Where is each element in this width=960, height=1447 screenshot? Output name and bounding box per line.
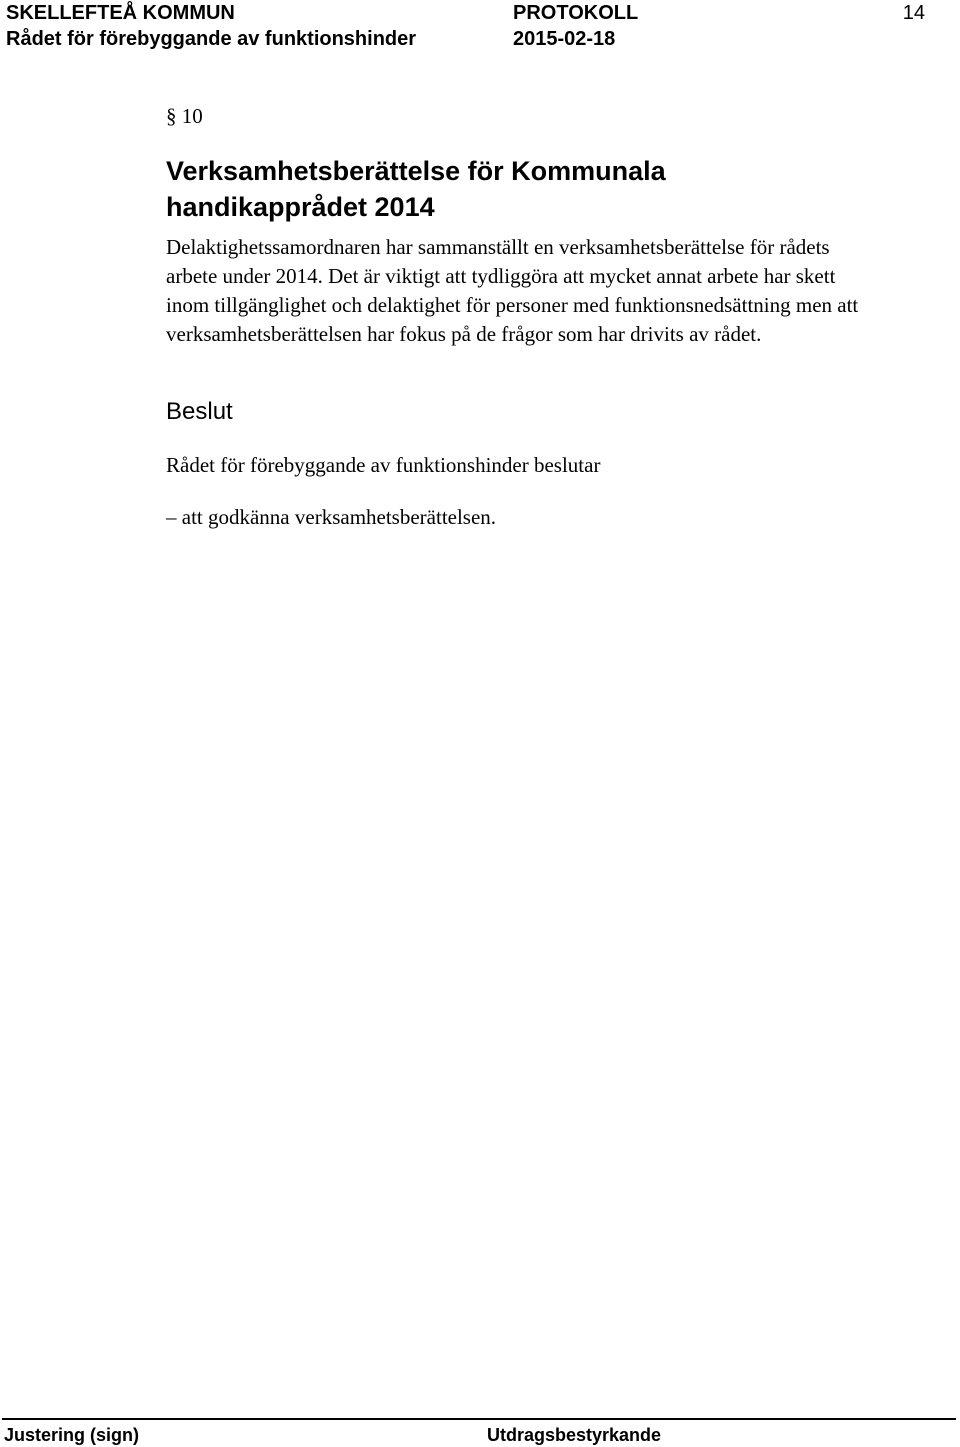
section-body: Delaktighetssamordnaren har sammanställt en verksamhetsberättelse för rådets arbete under 2014. Det är viktigt att tydliggöra att mycket annat arbete har skett inom tillgänglighet och delaktighet för personer med funktionsnedsättning men att verksamhetsberättelsen har fokus på de frågor som har drivits av rådet. [166, 235, 859, 346]
decision-heading: Beslut [166, 398, 233, 425]
decision-item: – att godkänna verksamhetsberättelsen. [166, 505, 497, 529]
board-name: Rådet för förebyggande av funktionshinder [6, 28, 417, 50]
section-title: Verksamhetsberättelse för Kommunala handikapprådet 2014 [166, 156, 666, 222]
document-type: PROTOKOLL [513, 2, 639, 24]
organization-name: SKELLEFTEÅ KOMMUN [6, 2, 235, 24]
utdragsbestyrkande-label: Utdragsbestyrkande [487, 1425, 662, 1445]
page-number: 14 [902, 2, 925, 24]
meeting-date: 2015-02-18 [513, 28, 616, 50]
justering-label: Justering (sign) [4, 1425, 140, 1445]
section-number: § 10 [166, 104, 203, 128]
decision-intro: Rådet för förebyggande av funktionshinder beslutar [166, 453, 601, 477]
footer-divider [2, 1418, 956, 1420]
